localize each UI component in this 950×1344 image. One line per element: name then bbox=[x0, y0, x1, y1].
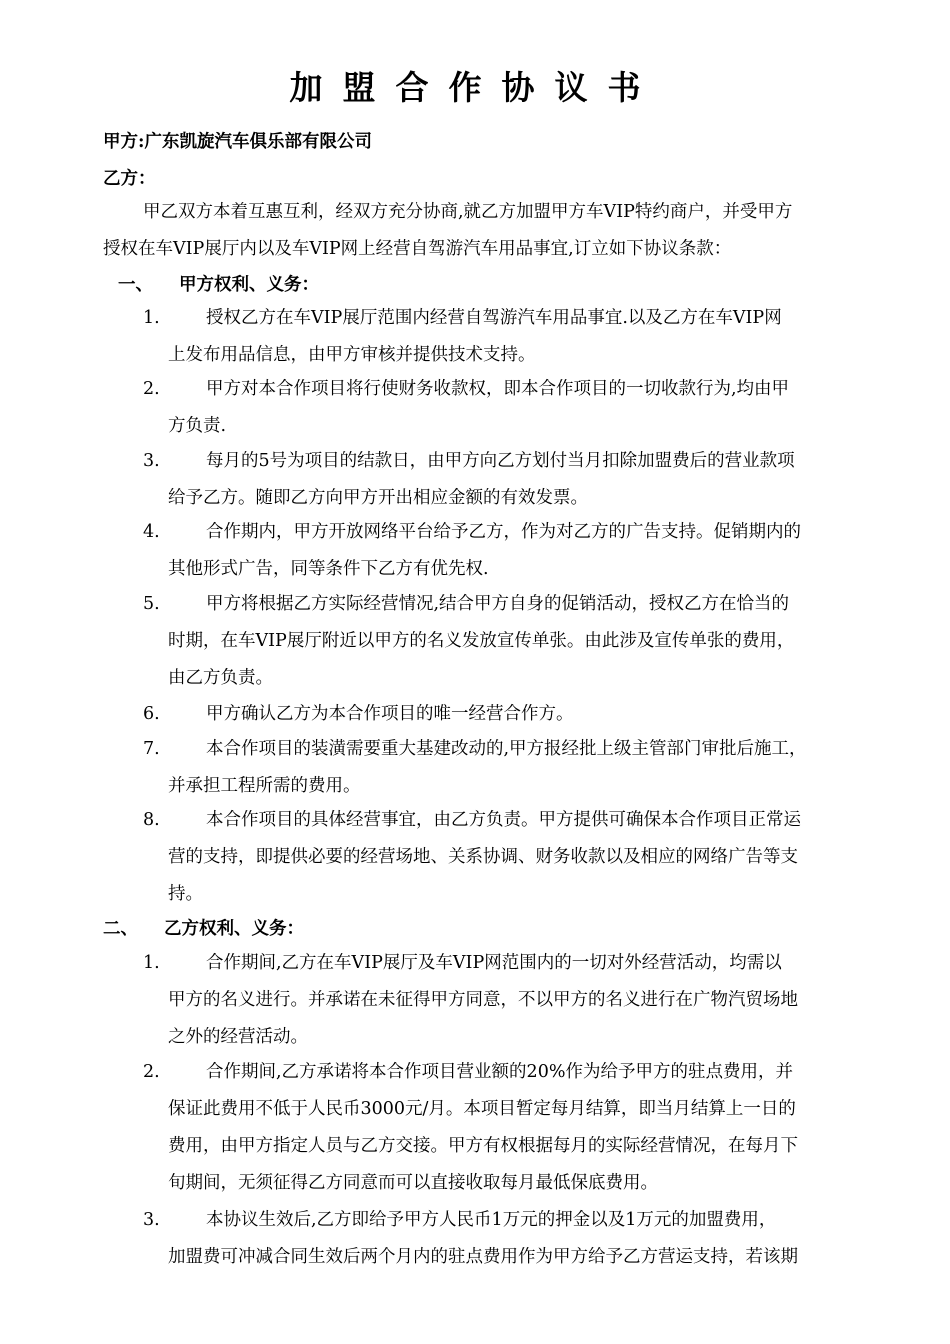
item-text-line: 加盟费可冲减合同生效后两个月内的驻点费用作为甲方给予乙方营运支持，若该期 bbox=[168, 1247, 798, 1267]
item-text-line: 甲方对本合作项目将行使财务收款权，即本合作项目的一切收款行为,均由甲 bbox=[206, 379, 790, 399]
page-title: 加盟合作协议书 bbox=[289, 68, 661, 107]
item-text-line: 由乙方负责。 bbox=[168, 668, 273, 688]
item-text-line: 授权乙方在车VIP展厅范围内经营自驾游汽车用品事宜.以及乙方在车VIP网 bbox=[206, 308, 782, 328]
list-item bbox=[168, 443, 868, 517]
item-text-line: 本合作项目的装潢需要重大基建改动的,甲方报经批上级主管部门审批后施工， bbox=[206, 739, 807, 759]
list-item bbox=[168, 1054, 868, 1202]
item-number: 2. bbox=[143, 1062, 160, 1082]
list-item bbox=[168, 514, 868, 588]
section-title: 甲方权利、义务： bbox=[179, 275, 319, 295]
section-heading bbox=[118, 273, 319, 297]
item-number: 7. bbox=[143, 739, 160, 759]
item-text-line: 合作期内，甲方开放网络平台给予乙方，作为对乙方的广告支持。促销期内的 bbox=[206, 522, 801, 542]
item-text-line: 其他形式广告，同等条件下乙方有优先权. bbox=[168, 559, 489, 579]
list-item bbox=[168, 300, 868, 374]
item-text-line: 保证此费用不低于人民币3000元/月。本项目暂定每月结算，即当月结算上一日的 bbox=[168, 1099, 796, 1119]
item-text-line: 甲方确认乙方为本合作项目的唯一经营合作方。 bbox=[206, 704, 574, 724]
party-b-line: 乙方： bbox=[103, 169, 156, 189]
item-text-line: 持。 bbox=[168, 884, 203, 904]
item-number: 4. bbox=[143, 522, 160, 542]
list-item bbox=[168, 731, 868, 805]
list-item bbox=[168, 586, 868, 697]
party-a-line: 甲方:广东凯旋汽车俱乐部有限公司 bbox=[103, 132, 372, 152]
item-text-line: 方负责. bbox=[168, 416, 227, 436]
list-item bbox=[168, 1202, 868, 1276]
item-text-line: 合作期间,乙方在车VIP展厅及车VIP网范围内的一切对外经营活动，均需以 bbox=[206, 953, 782, 973]
item-text-line: 甲方将根据乙方实际经营情况,结合甲方自身的促销活动，授权乙方在恰当的 bbox=[206, 594, 790, 614]
item-text-line: 合作期间,乙方承诺将本合作项目营业额的20%作为给予甲方的驻点费用，并 bbox=[206, 1062, 793, 1082]
item-text-line: 时期，在车VIP展厅附近以甲方的名义发放宣传单张。由此涉及宣传单张的费用， bbox=[168, 631, 795, 651]
item-text-line: 上发布用品信息，由甲方审核并提供技术支持。 bbox=[168, 345, 536, 365]
list-item bbox=[168, 802, 868, 913]
section-number: 二、 bbox=[103, 919, 138, 939]
item-number: 5. bbox=[143, 594, 160, 614]
section-number: 一、 bbox=[118, 275, 153, 295]
item-text-line: 并承担工程所需的费用。 bbox=[168, 776, 361, 796]
item-number: 1. bbox=[143, 953, 160, 973]
section-heading bbox=[103, 917, 304, 941]
item-number: 3. bbox=[143, 1210, 160, 1230]
item-text-line: 本协议生效后,乙方即给予甲方人民币1万元的押金以及1万元的加盟费用， bbox=[206, 1210, 777, 1230]
item-number: 3. bbox=[143, 451, 160, 471]
item-text-line: 本合作项目的具体经营事宜，由乙方负责。甲方提供可确保本合作项目正常运 bbox=[206, 810, 801, 830]
list-item bbox=[168, 371, 868, 445]
item-text-line: 旬期间，无须征得乙方同意而可以直接收取每月最低保底费用。 bbox=[168, 1173, 658, 1193]
intro-line-1: 甲乙双方本着互惠互利，经双方充分协商,就乙方加盟甲方车VIP特约商户，并受甲方 bbox=[143, 202, 793, 222]
item-text-line: 之外的经营活动。 bbox=[168, 1027, 308, 1047]
section-title: 乙方权利、义务： bbox=[164, 919, 304, 939]
intro-line-2: 授权在车VIP展厅内以及车VIP网上经营自驾游汽车用品事宜,订立如下协议条款： bbox=[103, 239, 732, 259]
item-number: 1. bbox=[143, 308, 160, 328]
item-text-line: 每月的5号为项目的结款日，由甲方向乙方划付当月扣除加盟费后的营业款项 bbox=[206, 451, 795, 471]
item-text-line: 甲方的名义进行。并承诺在未征得甲方同意，不以甲方的名义进行在广物汽贸场地 bbox=[168, 990, 798, 1010]
item-text-line: 营的支持，即提供必要的经营场地、关系协调、财务收款以及相应的网络广告等支 bbox=[168, 847, 798, 867]
item-text-line: 费用，由甲方指定人员与乙方交接。甲方有权根据每月的实际经营情况，在每月下 bbox=[168, 1136, 798, 1156]
item-number: 8. bbox=[143, 810, 160, 830]
item-number: 2. bbox=[143, 379, 160, 399]
list-item bbox=[168, 945, 868, 1056]
list-item bbox=[168, 696, 868, 733]
item-text-line: 给予乙方。随即乙方向甲方开出相应金额的有效发票。 bbox=[168, 488, 588, 508]
item-number: 6. bbox=[143, 704, 160, 724]
